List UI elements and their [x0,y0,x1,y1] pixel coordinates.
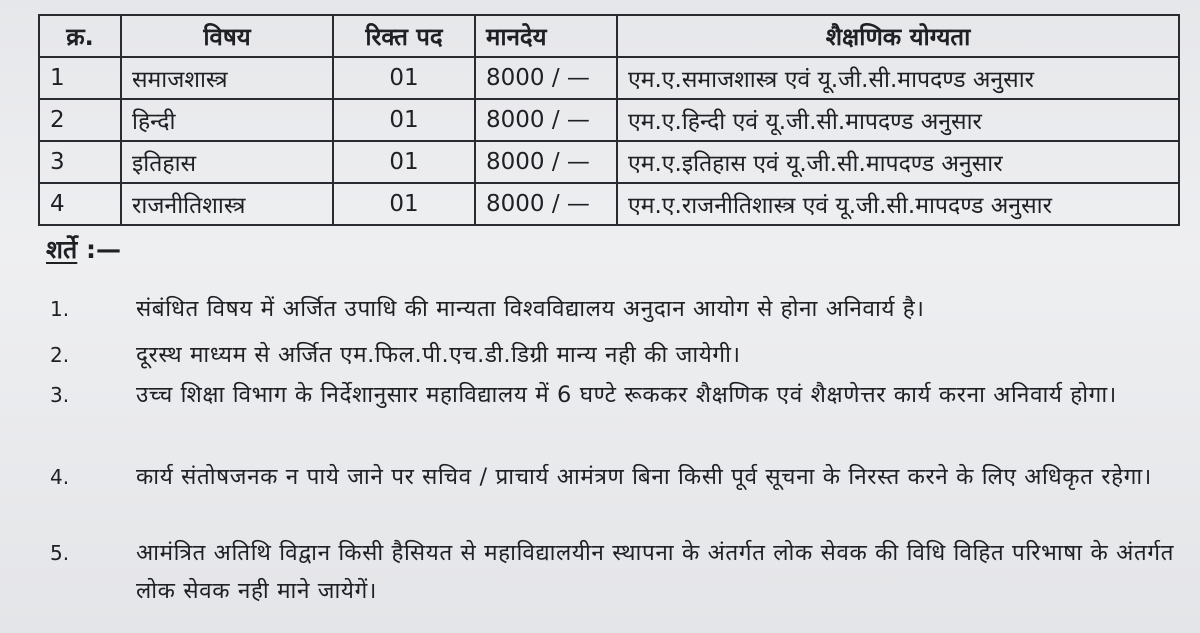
cell-serial: 3 [39,141,121,183]
table-header-row [39,15,1179,57]
condition-number: 5. [50,541,70,565]
cell-subject: समाजशास्त्र [121,57,333,99]
cell-subject: हिन्दी [121,99,333,141]
cell-qualification: एम.ए.हिन्दी एवं यू.जी.सी.मापदण्ड अनुसार [617,99,1179,141]
table-row [39,141,1179,183]
cell-honorarium: 8000 / — [475,99,617,141]
cell-vacancies: 01 [333,99,475,141]
header-subject: विषय [121,15,333,57]
header-honorarium: मानदेय [475,15,617,57]
terms-heading [46,232,121,266]
header-qualification: शैक्षणिक योग्यता [617,15,1179,57]
header-serial: क्र. [39,15,121,57]
cell-vacancies: 01 [333,183,475,225]
cell-serial: 4 [39,183,121,225]
cell-qualification: एम.ए.समाजशास्त्र एवं यू.जी.सी.मापदण्ड अनुसार [617,57,1179,99]
cell-vacancies: 01 [333,57,475,99]
vacancy-table [38,14,1180,226]
cell-serial: 1 [39,57,121,99]
cell-honorarium: 8000 / — [475,141,617,183]
cell-vacancies: 01 [333,141,475,183]
condition-number: 4. [50,465,70,489]
terms-heading-suffix: :— [77,235,121,264]
cell-qualification: एम.ए.इतिहास एवं यू.जी.सी.मापदण्ड अनुसार [617,141,1179,183]
cell-honorarium: 8000 / — [475,183,617,225]
cell-qualification: एम.ए.राजनीतिशास्त्र एवं यू.जी.सी.मापदण्ड अनुसार [617,183,1179,225]
condition-number: 2. [50,343,70,367]
condition-text: संबंधित विषय में अर्जित उपाधि की मान्यता विश्वविद्यालय अनुदान आयोग से होना अनिवार्य है। [136,296,925,322]
table-row [39,57,1179,99]
header-vacancies: रिक्त पद [333,15,475,57]
condition-number: 3. [50,383,70,407]
condition-text: दूरस्थ माध्यम से अर्जित एम.फिल.पी.एच.डी.डिग्री मान्य नही की जायेगी। [136,342,741,368]
table-row [39,99,1179,141]
table-row [39,183,1179,225]
condition-text: कार्य संतोषजनक न पाये जाने पर सचिव / प्राचार्य आमंत्रण बिना किसी पूर्व सूचना के निरस्त करने के लिए अधिकृत रहेगा। [136,464,1152,490]
cell-subject: राजनीतिशास्त्र [121,183,333,225]
cell-honorarium: 8000 / — [475,57,617,99]
condition-text: उच्च शिक्षा विभाग के निर्देशानुसार महाविद्यालय में 6 घण्टे रूककर शैक्षणिक एवं शैक्षणेत्तर कार्य करना अनिवार्य होगा। [136,382,1117,408]
condition-text: आमंत्रित अतिथि विद्वान किसी हैसियत से महाविद्यालयीन स्थापना के अंतर्गत लोक सेवक की विधि विहित परिभाषा के अंतर्गत लोक सेवक नही माने जायेगें। [136,540,1175,604]
condition-number: 1. [50,297,70,321]
cell-subject: इतिहास [121,141,333,183]
terms-heading-label: शर्ते [46,235,78,264]
cell-serial: 2 [39,99,121,141]
